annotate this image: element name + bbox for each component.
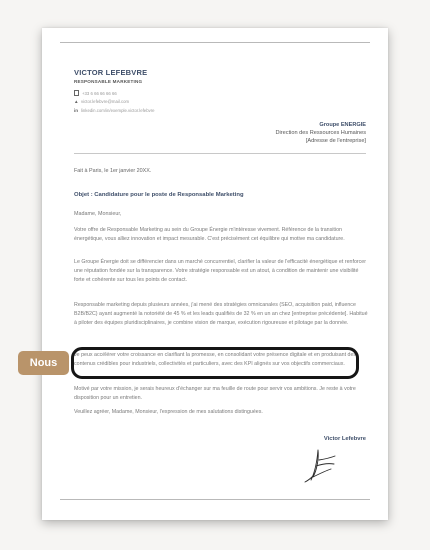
phone-icon	[74, 90, 79, 96]
letter-salutation: Madame, Monsieur,	[74, 211, 122, 217]
recipient-company: Groupe ENERGIE	[319, 122, 366, 128]
signer-name: Victor Lefebvre	[323, 436, 366, 442]
linkedin-icon: in	[74, 108, 79, 113]
phone-text: +33 6 66 66 66 66	[82, 91, 117, 96]
paragraph-value-proposition: Je peux accélérer votre croissance en clarifiant la promesse, en consolidant votre présence digitale et en produisant des contenus crédibles pour industriels, collectivités et particuliers, avec des KPI alignés sur vos objectifs commerciaux.	[74, 352, 357, 367]
highlight-box	[71, 347, 359, 379]
paragraph-context: Le Groupe Énergie doit se différencier dans un marché concurrentiel, clarifier la valeur de l'efficacité énergétique et renforcer une réputation fondée sur la transparence. Votre stratégie responsable est un atout, à condition de maintenir une visibilité forte et cohérente sur tous les points de contact.	[74, 259, 367, 283]
recipient-address: [Adresse de l'entreprise]	[305, 138, 366, 144]
contact-linkedin	[74, 108, 155, 113]
paragraph-motivation: Motivé par votre mission, je serais heureux d'échanger sur ma feuille de route pour servir vos ambitions. Je reste à votre disposition pour un entretien.	[74, 386, 356, 401]
paragraph-closing: Veuillez agréer, Madame, Monsieur, l'expression de mes salutations distinguées.	[74, 409, 263, 415]
sender-name: VICTOR LEFEBVRE	[74, 68, 148, 77]
sender-role: RESPONSABLE MARKETING	[74, 79, 143, 84]
recipient-department: Direction des Ressources Humaines	[275, 130, 366, 136]
letter-date: Fait à Paris, le 1er janvier 20XX.	[74, 168, 152, 174]
annotation-tag: Nous	[18, 351, 69, 375]
email-text: victor.lefebvre@mail.com	[81, 99, 130, 104]
contact-phone	[74, 90, 117, 96]
contact-email	[74, 99, 129, 104]
top-border-line	[60, 42, 370, 43]
header-divider	[74, 153, 366, 154]
linkedin-text: linkedin.com/in/exemple.victor.lefebvre	[81, 108, 155, 113]
send-icon: ▲	[74, 99, 79, 104]
bottom-border-line	[60, 499, 370, 500]
handwritten-signature	[297, 444, 341, 484]
letter-page	[42, 28, 388, 520]
letter-subject: Objet : Candidature pour le poste de Responsable Marketing	[74, 192, 244, 198]
paragraph-experience: Responsable marketing depuis plusieurs années, j'ai mené des stratégies omnicanales (SEO, acquisition paid, influence B2B/B2C) ayant augmenté la notoriété de 45 % et les leads qualifiés de 32 % en un an chez [entreprise précédente]. Habitué à piloter des équipes pluridisciplinaires, je combine vision de marque, exécution rigoureuse et pilotage par la donnée.	[74, 302, 368, 326]
paragraph-intro: Votre offre de Responsable Marketing au sein du Groupe Énergie m'intéresse vivement. Référence de la transition énergétique, vous alliez innovation et impact mesurable. C'est précisément cet équilibre qui motive ma candidature.	[74, 227, 345, 242]
